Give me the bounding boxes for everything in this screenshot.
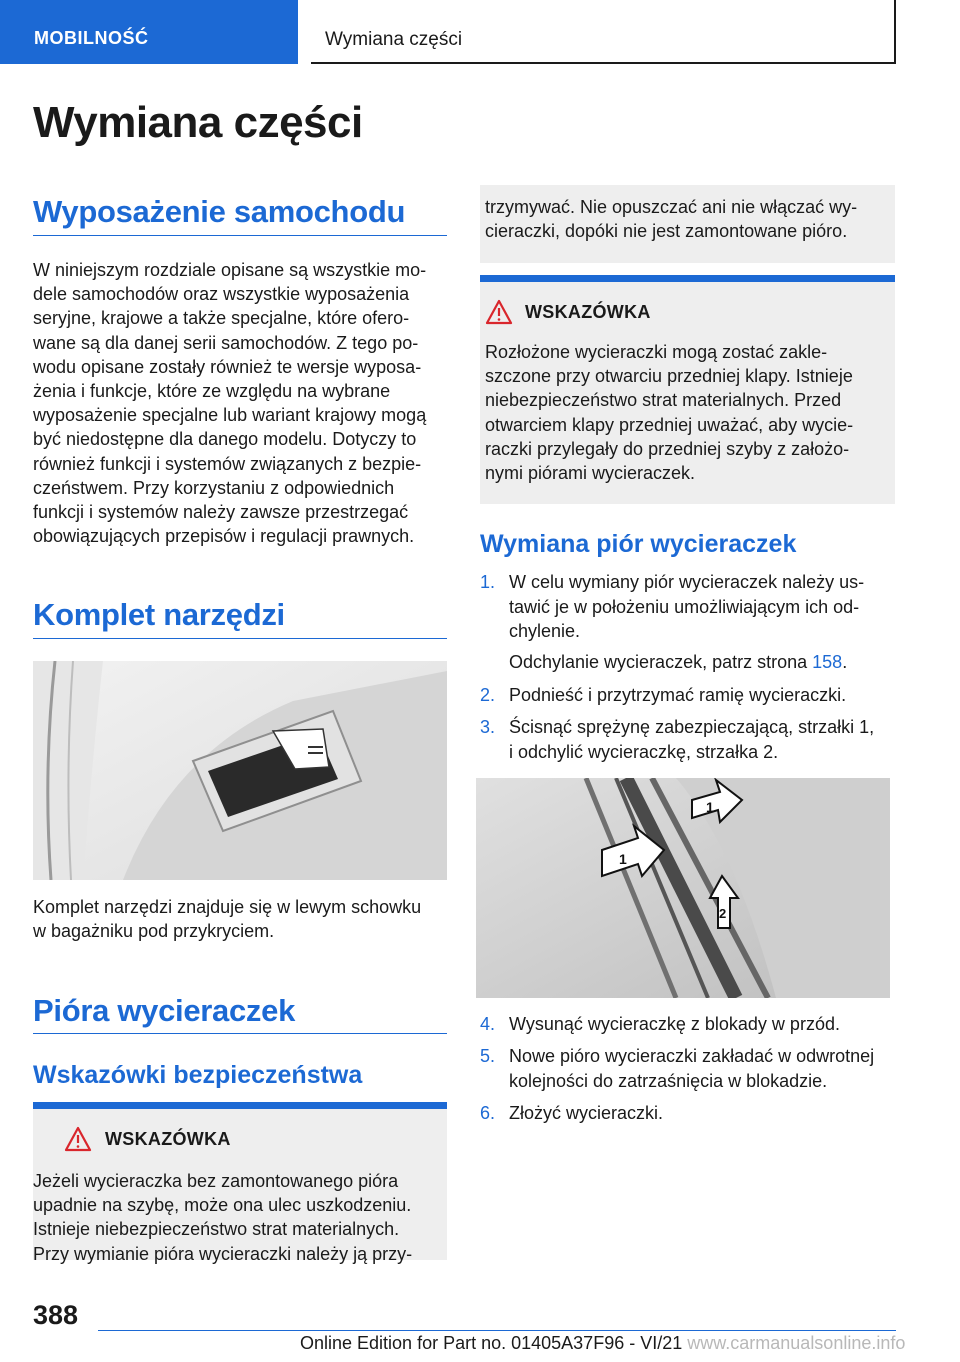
step-text: W celu wymiany piór wycieraczek należy us‐ tawić je w położeniu umożliwiającym ich od‐ chylenie. bbox=[509, 572, 865, 641]
equipment-paragraph: W niniejszym rozdziale opisane są wszystkie mo‐ dele samochodów oraz wszystkie wyposażenia seryjne, krajowe a także specjalne, które ofero‐ wane są dla danej serii samochodów. Z tego po‐ wodu opisane zostały również te wersje wyposa‐ żenia i funkcje, które ze względu na wybrane wyposażenie specjalne lub wariant krajowy mogą być niedostępne dla danego modelu. Dotyczy to również funkcji i systemów związanych z bezpie‐ czeństwem. Przy korzystaniu z odpowiednich funkcji i systemów należy zawsze przestrzegać obowiązujących przepisów i regulacji prawnych. bbox=[33, 260, 427, 547]
warning-text: Jeżeli wycieraczka bez zamontowanego pióra upadnie na szybę, może ona ulec uszkodzeniu. Istnieje niebezpieczeństwo strat materialnych. Przy wymianie pióra wycieraczki należy ją przy‐ bbox=[33, 1171, 413, 1264]
step-number: 3. bbox=[480, 717, 496, 737]
header-title-box bbox=[311, 0, 896, 64]
step-text: Podnieść i przytrzymać ramię wycieraczki. bbox=[509, 685, 847, 705]
page-number: 388 bbox=[33, 1300, 79, 1330]
heading-equipment: Wyposażenie samochodu bbox=[33, 194, 406, 229]
svg-text:2: 2 bbox=[719, 906, 727, 921]
header-title: Wymiana części bbox=[325, 29, 463, 50]
warning-text: trzymywać. Nie opuszczać ani nie włączać wy‐ cieraczki, dopóki nie jest zamontowane pióro. bbox=[485, 197, 858, 242]
step-number: 5. bbox=[480, 1046, 496, 1066]
footer-rule bbox=[98, 1330, 896, 1331]
heading-rule bbox=[33, 1033, 447, 1034]
heading-wipers: Pióra wycieraczek bbox=[33, 993, 296, 1028]
step-text: Wysunąć wycieraczkę z blokady w przód. bbox=[509, 1014, 840, 1034]
step-number: 1. bbox=[480, 572, 496, 592]
heading-rule bbox=[33, 235, 447, 236]
svg-text:1: 1 bbox=[706, 799, 714, 815]
warning-continuation bbox=[480, 185, 895, 263]
footer-watermark: www.carmanualsonline.info bbox=[687, 1333, 906, 1353]
warning-box bbox=[480, 275, 895, 504]
heading-rule bbox=[33, 638, 447, 639]
page-title: Wymiana części bbox=[33, 98, 363, 147]
section-tab: MOBILNOŚĆ bbox=[0, 0, 298, 64]
step-text: Ścisnąć sprężynę zabezpieczającą, strzałki 1, i odchylić wycieraczkę, strzałka 2. bbox=[509, 717, 875, 762]
step-text: Nowe pióro wycieraczki zakładać w odwrotnej kolejności do zatrzaśnięcia w blokadzie. bbox=[509, 1046, 875, 1091]
step-text: Złożyć wycieraczki. bbox=[509, 1103, 664, 1123]
step-number: 6. bbox=[480, 1103, 496, 1123]
warning-label: WSKAZÓWKA bbox=[105, 1129, 231, 1149]
warning-text: Rozłożone wycieraczki mogą zostać zakle‐ szczone przy otwarciu przedniej klapy. Istnieje niebezpieczeństwo strat materialnych. Przed otwarciem klapy przedniej uważać, aby wycie‐ raczki przylegały do przedniej szyby z założo‐ nymi piórami wycieraczek. bbox=[485, 342, 854, 484]
warning-label: WSKAZÓWKA bbox=[525, 302, 651, 322]
wiper-figure bbox=[476, 778, 890, 998]
step-1-reference: Odchylanie wycieraczek, patrz strona 158. bbox=[509, 652, 848, 672]
page-link[interactable]: 158 bbox=[812, 652, 843, 672]
warning-box bbox=[33, 1102, 447, 1264]
svg-text:1: 1 bbox=[619, 851, 627, 867]
step-number: 4. bbox=[480, 1014, 496, 1034]
heading-toolkit: Komplet narzędzi bbox=[33, 597, 285, 632]
heading-replace-blades: Wymiana piór wycieraczek bbox=[480, 530, 797, 558]
warning-triangle-icon bbox=[485, 299, 513, 325]
warning-triangle-icon bbox=[64, 1126, 92, 1152]
heading-safety: Wskazówki bezpieczeństwa bbox=[33, 1061, 363, 1089]
toolkit-paragraph: Komplet narzędzi znajduje się w lewym schowku w bagażniku pod przykryciem. bbox=[33, 897, 422, 942]
step-number: 2. bbox=[480, 685, 496, 705]
toolkit-figure bbox=[33, 661, 447, 880]
footer-edition: Online Edition for Part no. 01405A37F96 - VI/21 www.carmanualsonline.info bbox=[300, 1333, 906, 1353]
